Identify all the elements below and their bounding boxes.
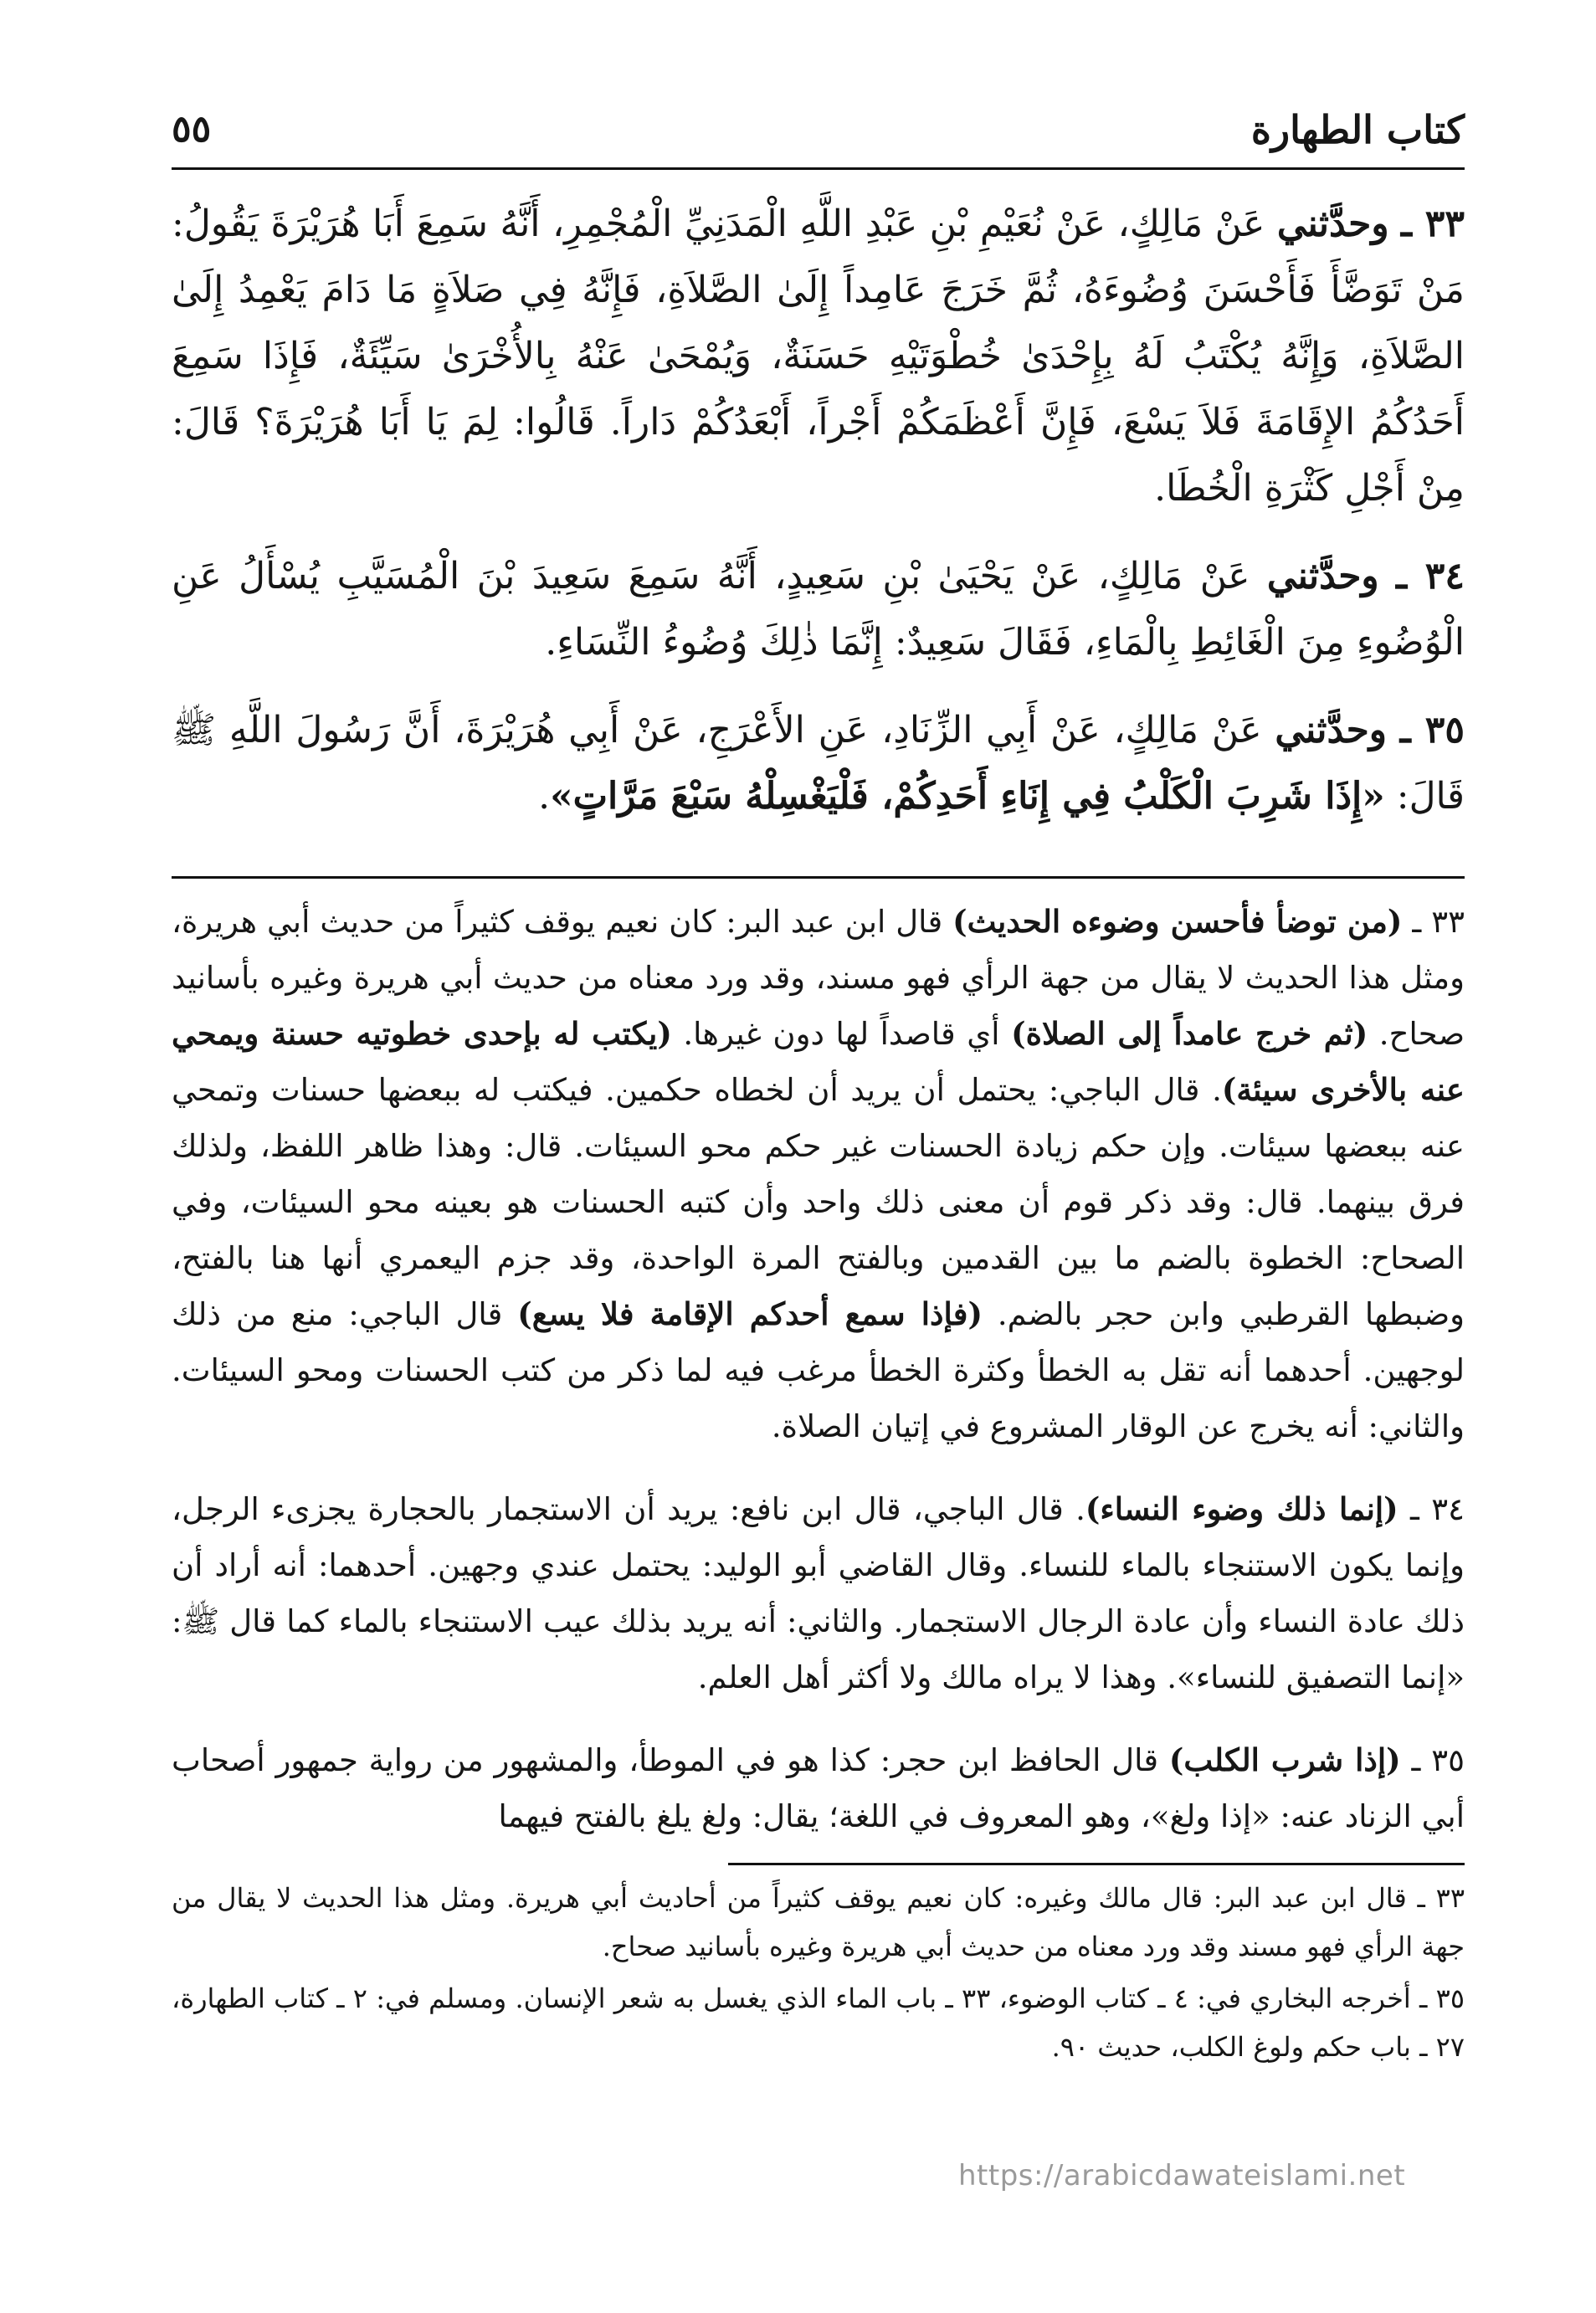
hadith-33 <box>172 191 1465 521</box>
commentary-35 <box>172 1732 1465 1844</box>
commentary-lemma: (ثم خرج عامداً إلى الصلاة) <box>1011 1015 1368 1052</box>
commentary-text: ٣٥ ـ <box>1400 1742 1465 1778</box>
hadith-number: ٣٥ ـ <box>1399 709 1465 751</box>
commentary-text: ٣٣ ـ <box>1402 904 1465 940</box>
watermark-url: https://arabicdawateislami.net <box>958 2159 1406 2192</box>
footnote-33: ٣٣ ـ قال ابن عبد البر: قال مالك وغيره: كان نعيم يوقف كثيراً من أحاديث أبي هريرة. ومثل هذا الحديث لا يقال من جهة الرأي فهو مسند وقد ورد معناه من حديث أبي هريرة وغيره بأسانيد صحاح. <box>172 1882 1465 1962</box>
hadith-body: عَنْ مَالِكٍ، عَنْ نُعَيْمِ بْنِ عَبْدِ اللَّهِ الْمَدَنِيِّ الْمُجْمِرِ، أَنَّهُ سَمِعَ أَبَا هُرَيْرَةَ يَقُولُ: مَنْ تَوَضَّأَ فَأَحْسَنَ وُضُوءَهُ، ثُمَّ خَرَجَ عَامِداً إِلَىٰ الصَّلاَةِ، فَإِنَّهُ فِي صَلاَةٍ مَا دَامَ يَعْمِدُ إِلَىٰ الصَّلاَةِ، وَإِنَّهُ يُكْتَبُ لَهُ بِإِحْدَىٰ خُطْوَتَيْهِ حَسَنَةٌ، وَيُمْحَىٰ عَنْهُ بِالأُخْرَىٰ سَيِّئَةٌ، فَإِذَا سَمِعَ أَحَدُكُمُ الإِقَامَةَ فَلاَ يَسْعَ، فَإِنَّ أَعْظَمَكُمْ أَجْراً، أَبْعَدُكُمْ دَاراً. قَالُوا: لِمَ يَا أَبَا هُرَيْرَةَ؟ قَالَ: مِنْ أَجْلِ كَثْرَةِ الْخُطَا. <box>172 203 1465 510</box>
commentary-lemma: (من توضأ فأحسن وضوءه الحديث) <box>952 903 1403 940</box>
commentary-text: . قال الباجي: يحتمل أن يريد أن لخطاه حكمين. فيكتب له ببعضها حسنات وتمحي عنه ببعضها سيئات. وإن حكم زيادة الحسنات غير حكم محو السيئات. قال: وهذا ظاهر اللفظ، ولذلك فرق بينهما. قال: وقد ذكر قوم أن معنى ذلك واحد وأن كتبه الحسنات هو بعينه محو السيئات، وفي الصحاح: الخطوة بالضم ما بين القدمين وبالفتح المرة الواحدة، وقد جزم اليعمري أنها هنا بالفتح، وضبطها القرطبي وابن حجر بالضم. <box>172 1072 1465 1332</box>
commentary-34 <box>172 1481 1465 1705</box>
commentary-text: . قال الباجي، قال ابن نافع: يريد أن الاستجمار بالحجارة يجزىء الرجل، وإنما يكون الاستنجاء بالماء للنساء. وقال القاضي أبو الوليد: يحتمل عندي وجهين. أحدهما: أنه أراد أن ذلك عادة النساء وأن عادة الرجال الاستجمار. والثاني: أنه يريد بذلك عيب الاستنجاء بالماء كما قال ﷺ: «إنما التصفيق للنساء». وهذا لا يراه مالك ولا أكثر أهل العلم. <box>172 1491 1465 1695</box>
hadith-body: عَنْ مَالِكٍ، عَنْ يَحْيَىٰ بْنِ سَعِيدٍ، أَنَّهُ سَمِعَ سَعِيدَ بْنَ الْمُسَيَّبِ يُسْأَلُ عَنِ الْوُضُوءِ مِنَ الْغَائِطِ بِالْمَاءِ، فَقَالَ سَعِيدٌ: إِنَّمَا ذٰلِكَ وُضُوءُ النِّسَاءِ. <box>172 555 1465 664</box>
hadith-lead: وحدَّثني <box>1276 203 1389 245</box>
hadith-text-section <box>172 170 1465 859</box>
hadith-35 <box>172 697 1465 829</box>
commentary-text: قال الباجي: منع من ذلك لوجهين. أحدهما أنه تقل به الخطأ وكثرة الخطأ مرغب فيه لما ذكر من كتب الحسنات ومحو السيئات. والثاني: أنه يخرج عن الوقار المشروع في إتيان الصلاة. <box>172 1296 1465 1444</box>
hadith-number: ٣٤ ـ <box>1396 555 1465 597</box>
page-number: ٥٥ <box>172 108 212 151</box>
commentary-section <box>172 879 1465 1844</box>
commentary-text: ٣٤ ـ <box>1398 1491 1465 1527</box>
commentary-text: قال الحافظ ابن حجر: كذا هو في الموطأ، والمشهور من رواية جمهور أصحاب أبي الزناد عنه: «إذا ولغ»، وهو المعروف في اللغة؛ يقال: ولغ يلغ بالفتح فيهما <box>172 1742 1465 1834</box>
commentary-lemma: (إذا شرب الكلب) <box>1168 1741 1401 1778</box>
running-title: كتاب الطهارة <box>1250 107 1465 152</box>
commentary-text: أي قاصداً لها دون غيرها. <box>671 1016 1012 1052</box>
commentary-33 <box>172 894 1465 1454</box>
page-header <box>172 88 1465 163</box>
hadith-tail: . <box>538 775 551 818</box>
book-page <box>172 88 1465 2264</box>
footnote-35: ٣٥ ـ أخرجه البخاري في: ٤ ـ كتاب الوضوء، ٣٣ ـ باب الماء الذي يغسل به شعر الإنسان. ومسلم في: ٢ ـ كتاب الطهارة، ٢٧ ـ باب حكم ولوغ الكلب، حديث ٩٠. <box>172 1982 1465 2063</box>
prophetic-saying: «إِذَا شَرِبَ الْكَلْبُ فِي إِنَاءِ أَحَدِكُمْ، فَلْيَغْسِلْهُ سَبْعَ مَرَّاتٍ» <box>550 775 1385 818</box>
commentary-lemma: (فإذا سمع أحدكم الإقامة فلا يسع) <box>517 1295 983 1332</box>
footnotes-section <box>172 1865 1465 2071</box>
hadith-number: ٣٣ ـ <box>1401 203 1465 245</box>
commentary-text: قال ابن عبد البر: كان نعيم يوقف كثيراً من حديث أبي هريرة، ومثل هذا الحديث لا يقال من جهة الرأي فهو مسند، وقد ورد معناه من حديث أبي هريرة وغيره بأسانيد صحاح. <box>172 904 1465 1052</box>
commentary-lemma: (يكتب له بإحدى خطوتيه حسنة ويمحي عنه بالأخرى سيئة) <box>172 1015 1465 1108</box>
hadith-lead: وحدَّثني <box>1266 555 1379 597</box>
hadith-34 <box>172 543 1465 675</box>
commentary-lemma: (إنما ذلك وضوء النساء) <box>1085 1490 1398 1527</box>
hadith-body: عَنْ مَالِكٍ، عَنْ أَبِي الزِّنَادِ، عَنِ الأَعْرَجِ، عَنْ أَبِي هُرَيْرَةَ، أَنَّ رَسُولَ اللَّهِ ﷺ قَالَ: <box>172 709 1465 818</box>
hadith-lead: وحدَّثني <box>1275 709 1388 751</box>
